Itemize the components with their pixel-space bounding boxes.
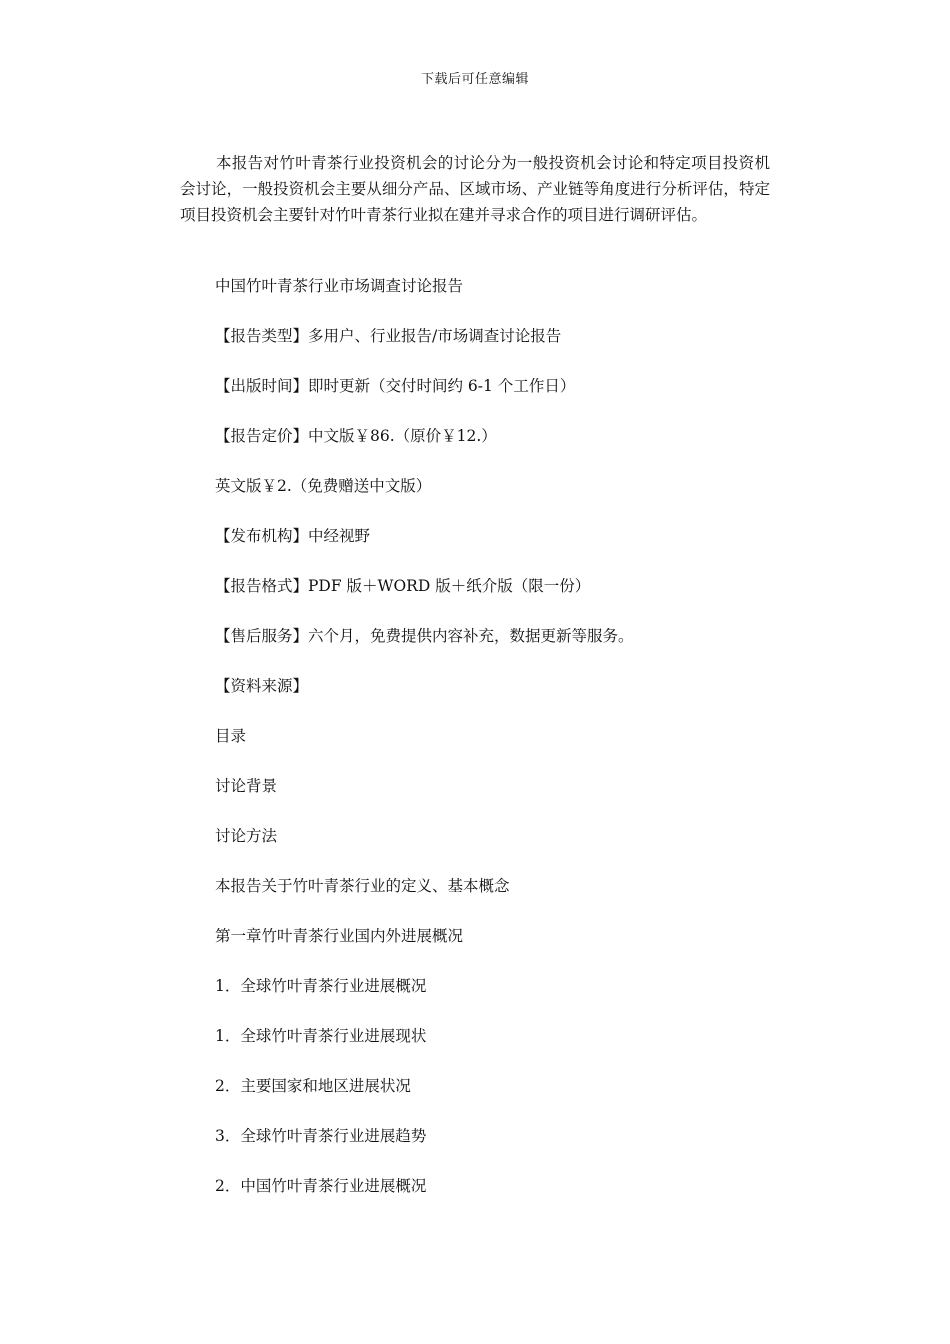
publish-time-line: 【出版时间】即时更新（交付时间约 6-1 个工作日） xyxy=(215,377,576,395)
toc-item: 3．全球竹叶青茶行业进展趋势 xyxy=(215,1127,427,1145)
toc-item: 1．全球竹叶青茶行业进展概况 xyxy=(215,977,427,995)
document-body xyxy=(180,150,770,1195)
toc-item: 1．全球竹叶青茶行业进展现状 xyxy=(215,1027,427,1045)
toc-item: 本报告关于竹叶青茶行业的定义、基本概念 xyxy=(215,877,510,895)
toc-heading: 目录 xyxy=(215,727,247,745)
toc-item: 讨论方法 xyxy=(215,827,278,845)
intro-paragraph: 本报告对竹叶青茶行业投资机会的讨论分为一般投资机会讨论和特定项目投资机会讨论，一般投资机会主要从细分产品、区域市场、产业链等角度进行分析评估，特定项目投资机会主要针对竹叶青茶行业拟在建并寻求合作的项目进行调研评估。 xyxy=(180,154,770,224)
price-line: 【报告定价】中文版￥86.（原价￥12.） xyxy=(215,427,497,445)
toc-chapter: 第一章竹叶青茶行业国内外进展概况 xyxy=(215,927,464,945)
report-type-line: 【报告类型】多用户、行业报告/市场调查讨论报告 xyxy=(215,327,562,345)
content-lines xyxy=(215,273,634,1223)
toc-item: 讨论背景 xyxy=(215,777,278,795)
data-source-line: 【资料来源】 xyxy=(215,677,309,695)
after-sales-line: 【售后服务】六个月，免费提供内容补充，数据更新等服务。 xyxy=(215,627,634,645)
report-title: 中国竹叶青茶行业市场调查讨论报告 xyxy=(215,277,464,295)
english-price-line: 英文版￥2.（免费赠送中文版） xyxy=(215,477,432,495)
publisher-line: 【发布机构】中经视野 xyxy=(215,527,371,545)
toc-item: 2．主要国家和地区进展状况 xyxy=(215,1077,411,1095)
page-header: 下载后可任意编辑 xyxy=(420,72,529,87)
toc-item: 2．中国竹叶青茶行业进展概况 xyxy=(215,1177,427,1195)
format-line: 【报告格式】PDF 版＋WORD 版＋纸介版（限一份） xyxy=(215,577,591,595)
